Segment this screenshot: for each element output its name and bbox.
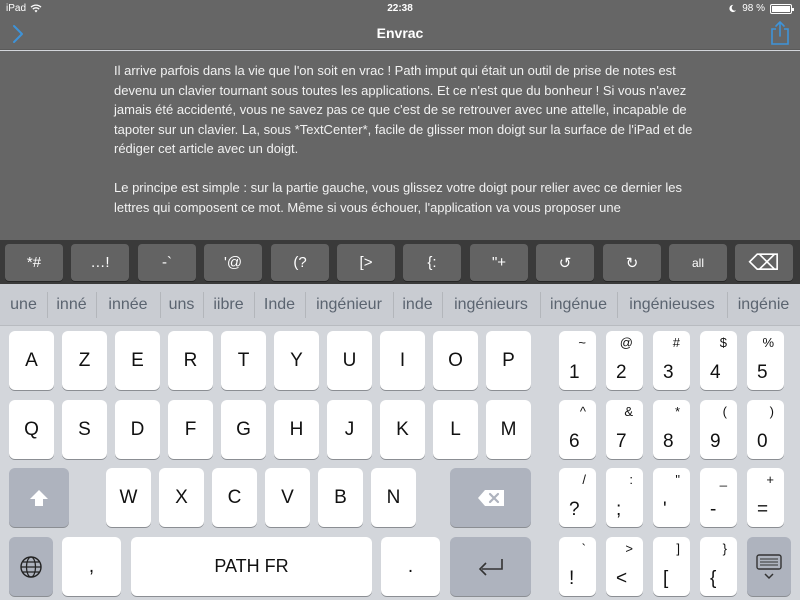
suggestion-divider (254, 292, 255, 318)
key-j[interactable]: J (327, 400, 372, 459)
suggestion-divider (442, 292, 443, 318)
return-icon (474, 557, 508, 577)
key-e[interactable]: E (115, 331, 160, 390)
accessory-key-redo[interactable]: ↻ (603, 244, 661, 281)
numpad-key-top: } (722, 541, 727, 556)
numpad-key[interactable] (700, 331, 737, 390)
numpad-key[interactable] (747, 400, 784, 459)
key-r[interactable]: R (168, 331, 213, 390)
numpad-key[interactable] (747, 331, 784, 390)
moon-icon (728, 4, 737, 13)
key-o[interactable]: O (433, 331, 478, 390)
numpad-key-bottom: 4 (710, 362, 721, 383)
suggestion-divider (393, 292, 394, 318)
numpad-key[interactable] (606, 468, 643, 527)
shift-icon (29, 489, 49, 507)
numpad-key-bottom: 7 (616, 431, 627, 452)
key-s[interactable]: S (62, 400, 107, 459)
key-l[interactable]: L (433, 400, 478, 459)
suggestion-divider (203, 292, 204, 318)
key-x[interactable]: X (159, 468, 204, 527)
numpad-key-top: $ (719, 335, 727, 350)
numpad-key-top: # (672, 335, 680, 350)
numpad-key-top: / (582, 472, 586, 487)
numpad-key-bottom: < (616, 568, 628, 589)
return-key[interactable] (450, 537, 531, 596)
numpad-key-top: ) (769, 404, 774, 419)
editor-content[interactable] (114, 61, 694, 237)
key-c[interactable]: C (212, 468, 257, 527)
numpad-key-bottom: 5 (757, 362, 768, 383)
numpad-key-bottom: 0 (757, 431, 768, 452)
numpad-key-top: & (624, 404, 633, 419)
key-v[interactable]: V (265, 468, 310, 527)
suggestion-item[interactable]: inné (56, 296, 87, 313)
accessory-key-symbols-ellipsis-bang[interactable]: …! (71, 244, 129, 281)
numpad-key[interactable] (559, 331, 596, 390)
key-t[interactable]: T (221, 331, 266, 390)
suggestion-item[interactable]: ingénieuses (629, 296, 715, 313)
key-w[interactable]: W (106, 468, 151, 527)
key-h[interactable]: H (274, 400, 319, 459)
page-title: Envrac (376, 25, 424, 41)
numpad-key-bottom: 3 (663, 362, 674, 383)
numpad-key-bottom: ; (616, 499, 622, 520)
numpad-key[interactable] (606, 331, 643, 390)
globe-key[interactable] (9, 537, 53, 596)
key-g[interactable]: G (221, 400, 266, 459)
accessory-key-symbols-star-hash[interactable]: *# (5, 244, 63, 281)
numpad-key-bottom: { (710, 568, 717, 589)
numpad-key[interactable] (653, 537, 690, 596)
keyboard-hide-icon (755, 551, 783, 583)
numpad-key[interactable] (606, 400, 643, 459)
key-u[interactable]: U (327, 331, 372, 390)
paragraph-2: Le principe est simple : sur la partie gauche, vous glissez votre doigt pour relier avec ce dernier les lettres qui composent ce mot. Même si vous échouer, l'application va vous proposer une (114, 180, 682, 215)
suggestion-item[interactable]: ingénue (550, 296, 607, 313)
key-b[interactable]: B (318, 468, 363, 527)
suggestion-bar (0, 284, 800, 326)
battery-level-fill (772, 6, 790, 12)
battery-icon (770, 4, 792, 14)
numpad-key-bottom: ! (569, 568, 575, 589)
backspace-icon (477, 489, 505, 507)
numpad-key-top: + (766, 472, 774, 487)
suggestion-item[interactable]: ingénieurs (454, 296, 528, 313)
numpad-key-bottom: - (710, 499, 717, 520)
numpad-key[interactable] (700, 468, 737, 527)
numpad-key-bottom: 9 (710, 431, 721, 452)
period-key[interactable]: . (381, 537, 440, 596)
status-bar (0, 0, 800, 18)
suggestion-divider (96, 292, 97, 318)
numpad-key-bottom: = (757, 499, 769, 520)
suggestion-divider (47, 292, 48, 318)
shift-key[interactable] (9, 468, 69, 527)
suggestion-item[interactable]: inde (402, 296, 433, 313)
numpad-key-top: > (625, 541, 633, 556)
suggestion-divider (727, 292, 728, 318)
key-a[interactable]: A (9, 331, 54, 390)
numpad-key-bottom: [ (663, 568, 669, 589)
key-y[interactable]: Y (274, 331, 319, 390)
accessory-key-symbols-dquote-plus[interactable]: "+ (470, 244, 528, 281)
key-n[interactable]: N (371, 468, 416, 527)
suggestion-item[interactable]: uns (168, 296, 195, 313)
numpad-key-bottom: ' (663, 499, 667, 520)
suggestion-item[interactable]: Inde (263, 296, 296, 313)
numpad-key-bottom: 1 (569, 362, 580, 383)
share-icon[interactable] (768, 20, 792, 46)
globe-icon (19, 555, 43, 579)
numpad-key[interactable] (700, 537, 737, 596)
accessory-key-symbols-quote-at[interactable]: '@ (204, 244, 262, 281)
numpad-key[interactable] (653, 468, 690, 527)
suggestion-item[interactable]: une (10, 296, 37, 313)
backspace-key[interactable] (450, 468, 531, 527)
device-name: iPad (6, 3, 27, 14)
text-editor[interactable] (0, 51, 800, 240)
suggestion-divider (160, 292, 161, 318)
suggestion-item[interactable]: innée (108, 296, 148, 313)
numpad-key-top: * (674, 404, 680, 419)
numpad-key-top: _ (719, 472, 727, 487)
numpad-key[interactable] (747, 468, 784, 527)
numpad-key-bottom: 8 (663, 431, 674, 452)
suggestion-divider (540, 292, 541, 318)
numpad-key[interactable] (559, 537, 596, 596)
numpad-key[interactable] (559, 468, 596, 527)
accessory-key-symbols-brace-colon[interactable]: {: (403, 244, 461, 281)
key-q[interactable]: Q (9, 400, 54, 459)
suggestion-item[interactable]: ingénie (737, 296, 790, 313)
key-p[interactable]: P (486, 331, 531, 390)
numpad-key-top: ~ (578, 335, 586, 350)
numpad-key-top: ` (581, 541, 586, 556)
space-bar[interactable]: PATH FR (131, 537, 372, 596)
comma-key[interactable]: , (62, 537, 121, 596)
accessory-key-symbols-bracket-gt[interactable]: [> (337, 244, 395, 281)
numpad-key-top: ^ (579, 404, 586, 419)
key-f[interactable]: F (168, 400, 213, 459)
accessory-key-symbols-paren-question[interactable]: (? (271, 244, 329, 281)
keyboard-accessory-bar (0, 240, 800, 284)
numpad-key[interactable] (700, 400, 737, 459)
numpad-key-bottom: ? (569, 499, 580, 520)
accessory-key-undo[interactable]: ↺ (536, 244, 594, 281)
accessory-key-symbols-dash-backtick[interactable]: -` (138, 244, 196, 281)
dismiss-keyboard-key[interactable] (747, 537, 791, 596)
numpad-key-top: " (675, 472, 680, 487)
suggestion-divider (305, 292, 306, 318)
numpad-key-top: @ (619, 335, 633, 350)
accessory-key-delete[interactable]: ⌫ (735, 244, 793, 281)
numpad-key[interactable] (653, 400, 690, 459)
suggestion-item[interactable]: iibre (213, 296, 244, 313)
numpad-key-top: % (762, 335, 774, 350)
numpad-key[interactable] (606, 537, 643, 596)
navigation-bar (0, 18, 800, 50)
key-i[interactable]: I (380, 331, 425, 390)
numpad-key-top: ( (722, 404, 727, 419)
accessory-key-select-all[interactable]: all (669, 244, 727, 281)
key-k[interactable]: K (380, 400, 425, 459)
battery-percent: 98 % (742, 3, 765, 14)
suggestion-item[interactable]: ingénieur (316, 296, 382, 313)
paragraph-1: Il arrive parfois dans la vie que l'on soit en vrac ! Path imput qui était un outil de prise de notes est devenu un clavier tournant sous toutes les applications. Et ce n'est que du bonheur ! Si vous n'avez jamais été accidenté, vous ne savez pas ce que c'est de se retrouver avec une attelle, incapable de tapoter sur un clavier. La, sous *TextCenter*, facile de glisser mon doigt sur la surface de l'iPad et de rédiger cet article avec un doigt. (114, 63, 693, 156)
key-d[interactable]: D (115, 400, 160, 459)
numpad-key-top: ] (676, 541, 680, 556)
suggestion-divider (617, 292, 618, 318)
numpad-key[interactable] (653, 331, 690, 390)
numpad-key-top: : (629, 472, 633, 487)
numpad-key-bottom: 2 (616, 362, 627, 383)
clock: 22:38 (387, 3, 413, 14)
numpad-key-bottom: 6 (569, 431, 580, 452)
numpad-key[interactable] (559, 400, 596, 459)
key-m[interactable]: M (486, 400, 531, 459)
key-z[interactable]: Z (62, 331, 107, 390)
